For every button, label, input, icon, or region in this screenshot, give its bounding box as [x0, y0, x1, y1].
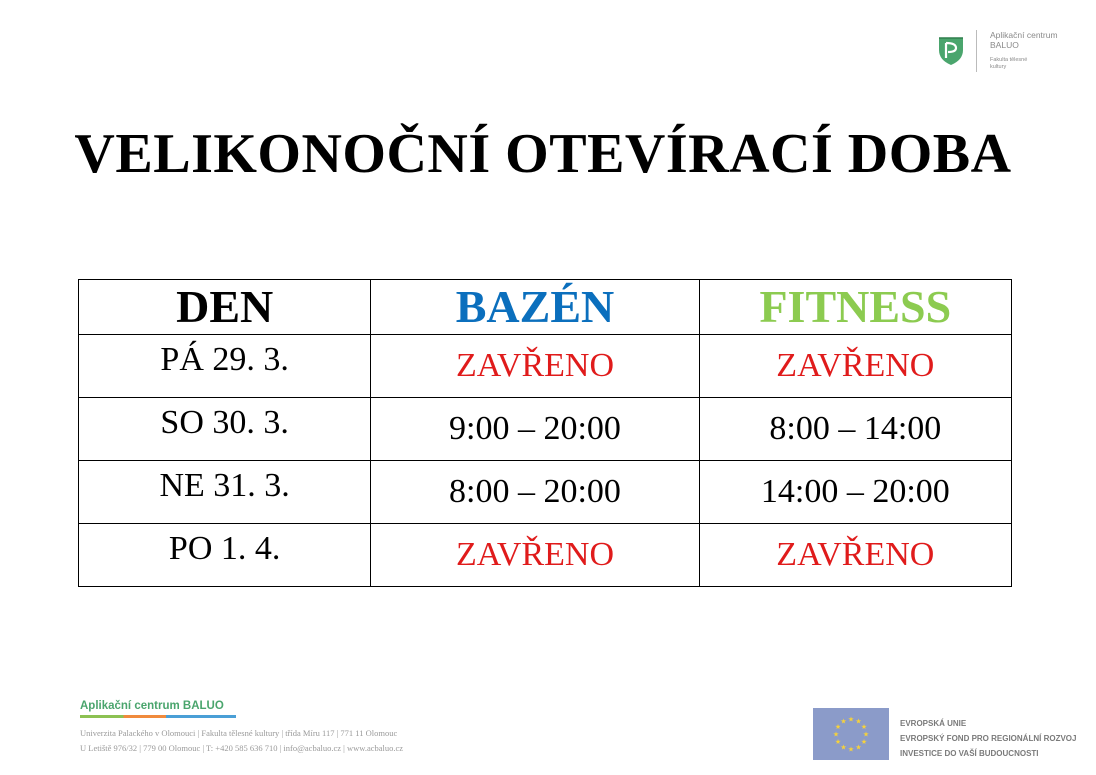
header-bazen: BAZÉN [371, 280, 699, 335]
header-fitness: FITNESS [699, 280, 1011, 335]
footer-address [80, 726, 500, 756]
fitness-cell: ZAVŘENO [699, 335, 1011, 398]
bazen-cell: ZAVŘENO [371, 524, 699, 587]
table-row [79, 398, 1012, 461]
table-header-row [79, 280, 1012, 335]
eu-star-icon: ★ [862, 730, 870, 739]
footer-address-line-1: Univerzita Palackého v Olomouci | Fakulta tělesné kultury | třída Míru 117 | 771 11 Olomouc [80, 728, 398, 738]
table-row [79, 524, 1012, 587]
fitness-cell: ZAVŘENO [699, 524, 1011, 587]
logo-divider [976, 30, 977, 72]
logo-line-3: Fakulta tělesné kultury [990, 57, 1028, 70]
header-den: DEN [79, 280, 371, 335]
eu-star-icon: ★ [834, 738, 842, 746]
page-title: VELIKONOČNÍ OTEVÍRACÍ DOBA [74, 123, 1012, 185]
eu-star-icon: ★ [840, 717, 847, 726]
bazen-cell: 8:00 – 20:00 [371, 461, 699, 524]
opening-hours-table [78, 279, 1012, 587]
eu-star-icon: ★ [832, 730, 840, 739]
bazen-cell: ZAVŘENO [371, 335, 699, 398]
eu-star-icon: ★ [860, 723, 868, 731]
eu-star-icon: ★ [855, 717, 862, 726]
footer-color-line [80, 715, 236, 718]
day-cell: PO 1. 4. [79, 524, 371, 587]
footer-address-line-2: U Letiště 976/32 | 779 00 Olomouc | T: +420 585 636 710 | info@acbaluo.cz | www.acbaluo.cz [80, 743, 404, 753]
day-cell: SO 30. 3. [79, 398, 371, 461]
eu-star-icon: ★ [840, 743, 847, 752]
day-cell: NE 31. 3. [79, 461, 371, 524]
logo-line-1: Aplikační centrum [990, 30, 1058, 40]
eu-star-icon: ★ [847, 715, 855, 724]
day-cell: PÁ 29. 3. [79, 335, 371, 398]
fitness-cell: 14:00 – 20:00 [699, 461, 1011, 524]
upol-shield-icon [936, 34, 966, 66]
eu-star-icon: ★ [834, 723, 842, 731]
eu-line-3: INVESTICE DO VAŠÍ BUDOUCNOSTI [900, 749, 1039, 758]
fitness-cell: 8:00 – 14:00 [699, 398, 1011, 461]
footer-info [80, 700, 500, 756]
eu-line-2: EVROPSKÝ FOND PRO REGIONÁLNÍ ROZVOJ [900, 734, 1077, 743]
eu-star-icon: ★ [855, 743, 862, 752]
footer-brand: Aplikační centrum BALUO [80, 700, 224, 712]
eu-flag-icon [813, 708, 889, 760]
eu-funding-text [900, 716, 1076, 761]
baluo-logo [936, 28, 1076, 76]
table-row [79, 461, 1012, 524]
eu-line-1: EVROPSKÁ UNIE [900, 719, 967, 728]
logo-line-2: BALUO [990, 40, 1019, 50]
table-row [79, 335, 1012, 398]
eu-star-icon: ★ [860, 738, 868, 746]
bazen-cell: 9:00 – 20:00 [371, 398, 699, 461]
eu-star-icon: ★ [847, 745, 855, 754]
